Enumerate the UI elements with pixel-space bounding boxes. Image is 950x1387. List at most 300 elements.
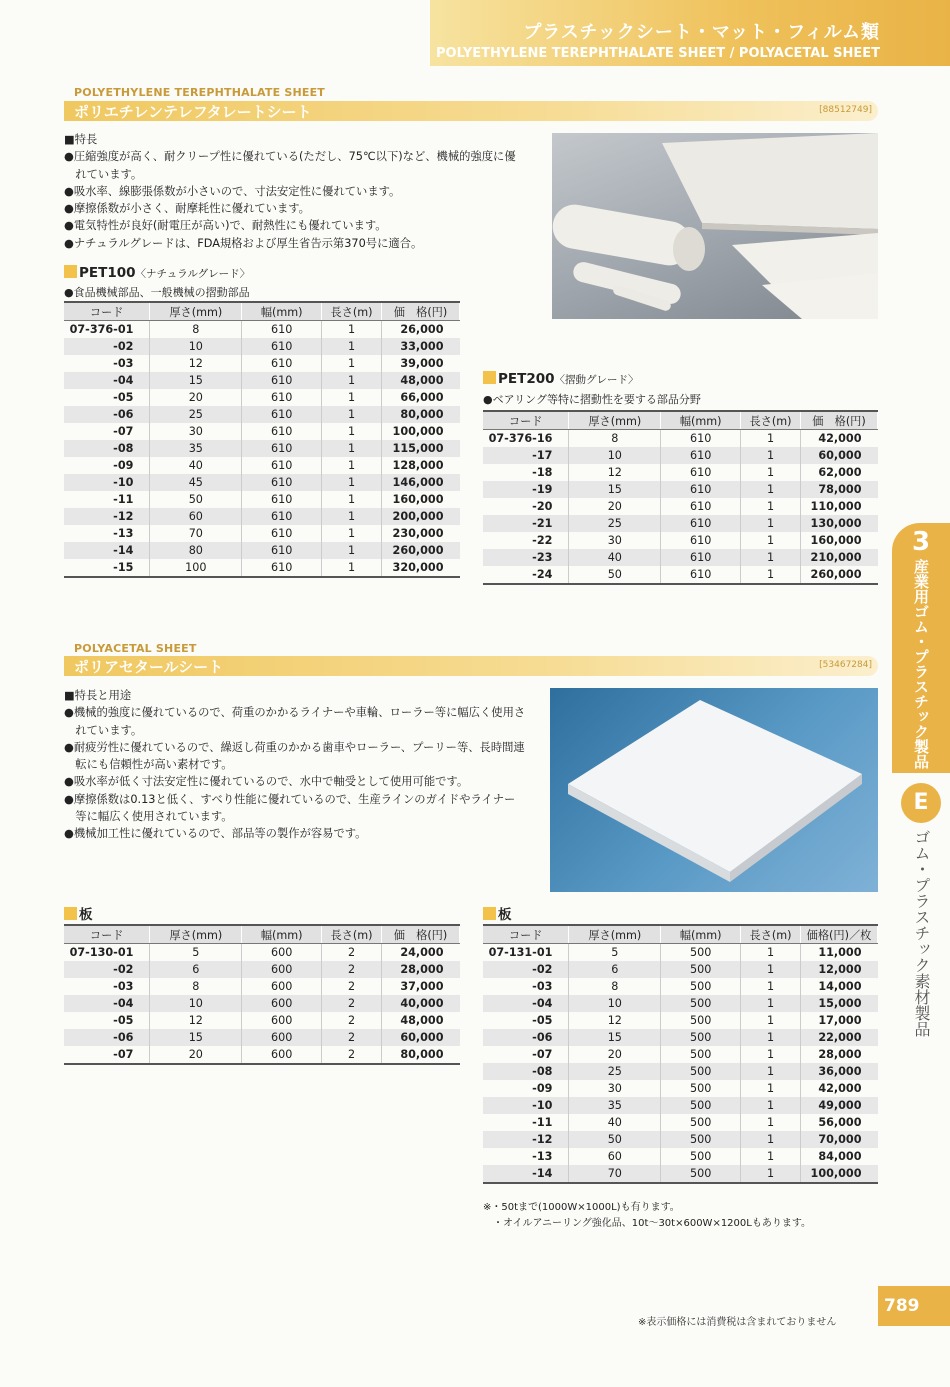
table-row bbox=[483, 995, 878, 1012]
length-cell: 2 bbox=[322, 995, 382, 1012]
table-row bbox=[64, 542, 460, 559]
pet100-grade-note: 〈ナチュラルグレード〉 bbox=[135, 268, 251, 280]
price-cell: 60,000 bbox=[801, 447, 878, 464]
price-cell: 22,000 bbox=[801, 1029, 878, 1046]
code-cell: -14 bbox=[483, 1165, 569, 1183]
pet200-use: ●ベアリング等特に摺動性を要する部品分野 bbox=[483, 393, 701, 406]
length-cell: 2 bbox=[322, 1012, 382, 1029]
column-header: 長さ(m) bbox=[322, 925, 382, 944]
price-cell: 200,000 bbox=[382, 508, 460, 525]
pet-feature-line: れています。 bbox=[64, 167, 143, 181]
pom-feature-line: ●吸水率が低く寸法安定性に優れているので、水中で軸受として使用可能です。 bbox=[64, 775, 469, 789]
table-row bbox=[64, 1012, 460, 1029]
price-cell: 39,000 bbox=[400, 357, 444, 370]
width-cell: 610 bbox=[661, 515, 741, 532]
code-cell: -18 bbox=[483, 464, 569, 481]
code-cell: -19 bbox=[483, 481, 569, 498]
table-row bbox=[483, 566, 878, 584]
table-row bbox=[64, 944, 460, 962]
width-cell: 600 bbox=[242, 1012, 322, 1029]
code-cell: -11 bbox=[483, 1114, 569, 1131]
pom-title-bar bbox=[64, 656, 878, 676]
table-body bbox=[64, 321, 460, 578]
table-row bbox=[483, 464, 878, 481]
pom-feature-line: ●機械加工性に優れているので、部品等の製作が容易です。 bbox=[64, 827, 367, 841]
thickness-cell: 20 bbox=[150, 389, 242, 406]
code-cell: -10 bbox=[483, 1097, 569, 1114]
price-cell: 80,000 bbox=[382, 1046, 460, 1064]
length-cell: 1 bbox=[741, 1097, 801, 1114]
length-cell: 1 bbox=[741, 961, 801, 978]
length-cell: 1 bbox=[741, 515, 801, 532]
length-cell: 1 bbox=[741, 430, 801, 448]
table-row bbox=[64, 1046, 460, 1064]
length-cell: 1 bbox=[741, 995, 801, 1012]
code-cell: -11 bbox=[64, 491, 150, 508]
table-row bbox=[64, 338, 460, 355]
code-cell: -08 bbox=[64, 440, 150, 457]
length-cell: 1 bbox=[741, 481, 801, 498]
price-cell: 110,000 bbox=[810, 500, 862, 513]
thickness-cell: 12 bbox=[569, 464, 661, 481]
price-cell: 24,000 bbox=[400, 946, 444, 959]
thickness-cell: 40 bbox=[569, 549, 661, 566]
length-cell: 1 bbox=[322, 542, 382, 559]
width-cell: 500 bbox=[661, 1097, 741, 1114]
table-row bbox=[483, 1012, 878, 1029]
code-cell: -06 bbox=[64, 1029, 150, 1046]
width-cell: 500 bbox=[661, 1114, 741, 1131]
table-row bbox=[483, 549, 878, 566]
price-cell: 42,000 bbox=[818, 432, 862, 445]
pom-sheet-illustration bbox=[550, 688, 878, 892]
pom-feature-line: 等に幅広く使用されています。 bbox=[64, 810, 233, 824]
code-cell: -12 bbox=[64, 508, 150, 525]
length-cell: 1 bbox=[741, 549, 801, 566]
price-cell: 56,000 bbox=[818, 1116, 862, 1129]
thickness-cell: 30 bbox=[150, 423, 242, 440]
code-cell: -02 bbox=[483, 961, 569, 978]
length-cell: 1 bbox=[741, 1148, 801, 1165]
length-cell: 1 bbox=[322, 525, 382, 542]
column-header: コード bbox=[64, 925, 150, 944]
length-cell: 1 bbox=[741, 978, 801, 995]
price-cell: 60,000 bbox=[382, 1029, 460, 1046]
thickness-cell: 6 bbox=[150, 961, 242, 978]
thickness-cell: 8 bbox=[569, 430, 661, 448]
pom-b-note: ※・50tまで(1000W×1000L)も有ります。 bbox=[483, 1202, 680, 1213]
thickness-cell: 15 bbox=[569, 481, 661, 498]
thickness-cell: 45 bbox=[150, 474, 242, 491]
length-cell: 1 bbox=[741, 1080, 801, 1097]
thickness-cell: 35 bbox=[150, 440, 242, 457]
price-cell: 11,000 bbox=[818, 946, 862, 959]
pet-title-bar bbox=[64, 101, 878, 121]
price-cell: 84,000 bbox=[818, 1150, 862, 1163]
table-row bbox=[483, 430, 878, 448]
table-row bbox=[483, 498, 878, 515]
width-cell: 610 bbox=[242, 406, 322, 423]
header-title-jp: プラスチックシート・マット・フィルム類 bbox=[523, 22, 880, 43]
pet200-heading bbox=[483, 371, 639, 387]
table-header-row bbox=[64, 302, 460, 321]
table-row bbox=[483, 1148, 878, 1165]
width-cell: 500 bbox=[661, 1131, 741, 1148]
side-tab-letter: E bbox=[901, 783, 941, 823]
table-row bbox=[483, 515, 878, 532]
pom-feature-line: れています。 bbox=[64, 723, 143, 737]
length-cell: 1 bbox=[322, 321, 382, 339]
column-header: 厚さ(mm) bbox=[150, 302, 242, 321]
column-header: コード bbox=[483, 925, 569, 944]
width-cell: 500 bbox=[661, 995, 741, 1012]
thickness-cell: 60 bbox=[569, 1148, 661, 1165]
thickness-cell: 6 bbox=[569, 961, 661, 978]
tax-note: ※表示価格には消費税は含まれておりません bbox=[638, 1317, 837, 1328]
width-cell: 500 bbox=[661, 1029, 741, 1046]
column-header: 幅(mm) bbox=[242, 302, 322, 321]
price-cell: 160,000 bbox=[810, 534, 862, 547]
price-cell: 14,000 bbox=[818, 980, 862, 993]
table-row bbox=[64, 1029, 460, 1046]
length-cell: 1 bbox=[322, 491, 382, 508]
column-header: 長さ(m) bbox=[741, 411, 801, 430]
thickness-cell: 25 bbox=[569, 1063, 661, 1080]
table-row bbox=[483, 961, 878, 978]
thickness-cell: 40 bbox=[569, 1114, 661, 1131]
pom-features bbox=[64, 687, 544, 843]
square-bullet-icon bbox=[483, 907, 496, 920]
length-cell: 1 bbox=[322, 474, 382, 491]
thickness-cell: 12 bbox=[150, 355, 242, 372]
price-cell: 230,000 bbox=[392, 527, 444, 540]
column-header: 価格(円)／枚 bbox=[801, 925, 878, 944]
thickness-cell: 5 bbox=[150, 944, 242, 962]
length-cell: 1 bbox=[741, 1046, 801, 1063]
width-cell: 610 bbox=[242, 440, 322, 457]
code-cell: -04 bbox=[483, 995, 569, 1012]
table-row bbox=[64, 978, 460, 995]
length-cell: 1 bbox=[741, 944, 801, 962]
table-header-row bbox=[483, 925, 878, 944]
price-cell: 62,000 bbox=[818, 466, 862, 479]
thickness-cell: 70 bbox=[150, 525, 242, 542]
column-header: コード bbox=[483, 411, 569, 430]
length-cell: 2 bbox=[322, 1029, 382, 1046]
code-cell: 07-376-01 bbox=[64, 321, 150, 339]
width-cell: 610 bbox=[242, 457, 322, 474]
code-cell: -07 bbox=[64, 423, 150, 440]
width-cell: 600 bbox=[242, 995, 322, 1012]
price-cell: 42,000 bbox=[818, 1082, 862, 1095]
square-bullet-icon bbox=[64, 265, 77, 278]
width-cell: 610 bbox=[242, 542, 322, 559]
table-row bbox=[64, 406, 460, 423]
code-cell: 07-131-01 bbox=[483, 944, 569, 962]
width-cell: 610 bbox=[242, 525, 322, 542]
length-cell: 1 bbox=[741, 464, 801, 481]
code-cell: -04 bbox=[64, 995, 150, 1012]
price-cell: 49,000 bbox=[801, 1097, 878, 1114]
thickness-cell: 15 bbox=[150, 1029, 242, 1046]
thickness-cell: 8 bbox=[150, 978, 242, 995]
code-cell: -06 bbox=[64, 406, 150, 423]
code-cell: -09 bbox=[64, 457, 150, 474]
length-cell: 1 bbox=[741, 1114, 801, 1131]
price-cell: 66,000 bbox=[400, 391, 444, 404]
square-bullet-icon bbox=[483, 371, 496, 384]
length-cell: 2 bbox=[322, 978, 382, 995]
length-cell: 1 bbox=[741, 566, 801, 584]
pom-b-title: 板 bbox=[498, 907, 512, 923]
column-header: 価 格(円) bbox=[801, 411, 878, 430]
pet-features bbox=[64, 131, 544, 252]
side-tab-subcategory-text: ゴム・プラスチック素材製品 bbox=[912, 829, 931, 1037]
width-cell: 600 bbox=[242, 1046, 322, 1064]
table-row bbox=[64, 995, 460, 1012]
price-cell: 36,000 bbox=[801, 1063, 878, 1080]
side-tab-category bbox=[892, 523, 950, 773]
width-cell: 610 bbox=[242, 491, 322, 508]
width-cell: 610 bbox=[242, 338, 322, 355]
length-cell: 1 bbox=[322, 559, 382, 577]
table-row bbox=[64, 474, 460, 491]
table-body bbox=[64, 944, 460, 1065]
code-cell: -13 bbox=[64, 525, 150, 542]
price-cell: 210,000 bbox=[801, 549, 878, 566]
price-cell: 28,000 bbox=[818, 1048, 862, 1061]
length-cell: 1 bbox=[322, 372, 382, 389]
code-cell: -14 bbox=[64, 542, 150, 559]
pet200-grade-note: 〈摺動グレード〉 bbox=[554, 374, 639, 386]
side-tab-number: 3 bbox=[911, 527, 931, 557]
price-cell: 26,000 bbox=[400, 323, 444, 336]
pom-a-heading bbox=[64, 903, 93, 923]
length-cell: 1 bbox=[322, 423, 382, 440]
length-cell: 1 bbox=[741, 1029, 801, 1046]
thickness-cell: 50 bbox=[150, 491, 242, 508]
width-cell: 610 bbox=[242, 355, 322, 372]
column-header: 長さ(m) bbox=[322, 302, 382, 321]
length-cell: 1 bbox=[322, 389, 382, 406]
price-cell: 100,000 bbox=[801, 1165, 878, 1183]
pet-feature-line: ●吸水率、線膨張係数が小さいので、寸法安定性に優れています。 bbox=[64, 184, 401, 198]
table-row bbox=[64, 491, 460, 508]
side-tab-category-text: 産業用ゴム・プラスチック製品 bbox=[912, 559, 930, 769]
price-cell: 260,000 bbox=[382, 542, 460, 559]
page-number: 789 bbox=[878, 1286, 950, 1326]
length-cell: 1 bbox=[322, 508, 382, 525]
pet200-table bbox=[483, 410, 878, 585]
code-cell: -05 bbox=[64, 1012, 150, 1029]
width-cell: 600 bbox=[242, 1029, 322, 1046]
price-cell: 160,000 bbox=[392, 493, 444, 506]
price-cell: 260,000 bbox=[801, 566, 878, 584]
table-row bbox=[64, 355, 460, 372]
pet-title-jp: ポリエチレンテレフタレートシート bbox=[74, 103, 312, 121]
table-row bbox=[64, 961, 460, 978]
table-row bbox=[483, 1165, 878, 1183]
length-cell: 2 bbox=[322, 1046, 382, 1064]
pom-b-note: ・オイルアニーリング強化品、10t〜30t×600W×1200Lもあります。 bbox=[483, 1218, 812, 1229]
thickness-cell: 25 bbox=[569, 515, 661, 532]
length-cell: 2 bbox=[322, 944, 382, 962]
pom-a-table bbox=[64, 924, 460, 1065]
length-cell: 2 bbox=[322, 961, 382, 978]
width-cell: 600 bbox=[242, 978, 322, 995]
table-header-row bbox=[64, 925, 460, 944]
width-cell: 610 bbox=[242, 559, 322, 577]
code-cell: -12 bbox=[483, 1131, 569, 1148]
price-cell: 78,000 bbox=[801, 481, 878, 498]
table-row bbox=[483, 1029, 878, 1046]
thickness-cell: 30 bbox=[569, 532, 661, 549]
table-row bbox=[483, 978, 878, 995]
table-row bbox=[483, 1080, 878, 1097]
width-cell: 500 bbox=[661, 1012, 741, 1029]
length-cell: 1 bbox=[741, 1012, 801, 1029]
width-cell: 500 bbox=[661, 961, 741, 978]
pom-catalog-code: [53467284] bbox=[819, 660, 872, 670]
code-cell: -10 bbox=[64, 474, 150, 491]
thickness-cell: 60 bbox=[150, 508, 242, 525]
table-row bbox=[483, 1131, 878, 1148]
thickness-cell: 20 bbox=[569, 1046, 661, 1063]
pom-feature-line: ●耐疲労性に優れているので、繰返し荷重のかかる歯車やローラー、プーリー等、長時間連 bbox=[64, 740, 525, 754]
thickness-cell: 8 bbox=[569, 978, 661, 995]
table-row bbox=[64, 389, 460, 406]
column-header: 価 格(円) bbox=[382, 925, 460, 944]
price-cell: 37,000 bbox=[400, 980, 444, 993]
pom-product-photo bbox=[550, 688, 878, 892]
table-row bbox=[483, 1063, 878, 1080]
pet100-heading bbox=[64, 265, 250, 281]
length-cell: 1 bbox=[741, 498, 801, 515]
price-cell: 146,000 bbox=[382, 474, 460, 491]
code-cell: -05 bbox=[483, 1012, 569, 1029]
price-cell: 17,000 bbox=[818, 1014, 862, 1027]
thickness-cell: 50 bbox=[569, 566, 661, 584]
column-header: コード bbox=[64, 302, 150, 321]
width-cell: 600 bbox=[242, 944, 322, 962]
thickness-cell: 10 bbox=[150, 995, 242, 1012]
width-cell: 610 bbox=[242, 321, 322, 339]
width-cell: 610 bbox=[661, 549, 741, 566]
width-cell: 500 bbox=[661, 944, 741, 962]
width-cell: 500 bbox=[661, 1063, 741, 1080]
thickness-cell: 10 bbox=[569, 447, 661, 464]
column-header: 厚さ(mm) bbox=[569, 925, 661, 944]
pet-feature-line: ●圧縮強度が高く、耐クリープ性に優れている(ただし、75℃以下)など、機械的強度に優 bbox=[64, 150, 516, 164]
width-cell: 610 bbox=[661, 464, 741, 481]
code-cell: -02 bbox=[64, 338, 150, 355]
width-cell: 610 bbox=[661, 498, 741, 515]
width-cell: 610 bbox=[242, 423, 322, 440]
code-cell: -13 bbox=[483, 1148, 569, 1165]
table-row bbox=[483, 1046, 878, 1063]
table-row bbox=[64, 372, 460, 389]
pet-catalog-code: [88512749] bbox=[819, 105, 872, 115]
thickness-cell: 10 bbox=[150, 338, 242, 355]
width-cell: 500 bbox=[661, 1148, 741, 1165]
code-cell: -07 bbox=[64, 1046, 150, 1064]
pom-title-en: POLYACETAL SHEET bbox=[74, 642, 197, 655]
column-header: 長さ(m) bbox=[741, 925, 801, 944]
width-cell: 610 bbox=[242, 389, 322, 406]
length-cell: 1 bbox=[322, 440, 382, 457]
thickness-cell: 8 bbox=[150, 321, 242, 339]
width-cell: 610 bbox=[661, 481, 741, 498]
code-cell: -09 bbox=[483, 1080, 569, 1097]
table-row bbox=[483, 1114, 878, 1131]
column-header: 厚さ(mm) bbox=[150, 925, 242, 944]
width-cell: 610 bbox=[242, 474, 322, 491]
thickness-cell: 40 bbox=[150, 457, 242, 474]
price-cell: 28,000 bbox=[382, 961, 460, 978]
length-cell: 1 bbox=[322, 355, 382, 372]
length-cell: 1 bbox=[741, 447, 801, 464]
pet-rods-sheets-illustration bbox=[552, 133, 878, 319]
thickness-cell: 10 bbox=[569, 995, 661, 1012]
width-cell: 500 bbox=[661, 978, 741, 995]
thickness-cell: 12 bbox=[569, 1012, 661, 1029]
code-cell: -07 bbox=[483, 1046, 569, 1063]
code-cell: -20 bbox=[483, 498, 569, 515]
square-bullet-icon bbox=[64, 907, 77, 920]
column-header: 幅(mm) bbox=[242, 925, 322, 944]
code-cell: -21 bbox=[483, 515, 569, 532]
price-cell: 100,000 bbox=[392, 425, 444, 438]
pet100-use: ●食品機械部品、一般機械の摺動部品 bbox=[64, 286, 250, 299]
code-cell: -15 bbox=[64, 559, 150, 577]
price-cell: 70,000 bbox=[801, 1131, 878, 1148]
width-cell: 500 bbox=[661, 1046, 741, 1063]
column-header: 厚さ(mm) bbox=[569, 411, 661, 430]
length-cell: 1 bbox=[741, 1165, 801, 1183]
code-cell: 07-376-16 bbox=[483, 430, 569, 448]
table-row bbox=[483, 532, 878, 549]
table-row bbox=[483, 481, 878, 498]
pom-a-title: 板 bbox=[79, 907, 93, 923]
table-header-row bbox=[483, 411, 878, 430]
thickness-cell: 30 bbox=[569, 1080, 661, 1097]
thickness-cell: 25 bbox=[150, 406, 242, 423]
table-row bbox=[64, 457, 460, 474]
table-row bbox=[64, 440, 460, 457]
width-cell: 610 bbox=[661, 532, 741, 549]
table-row bbox=[64, 525, 460, 542]
thickness-cell: 35 bbox=[569, 1097, 661, 1114]
width-cell: 500 bbox=[661, 1165, 741, 1183]
header-title-en: POLYETHYLENE TEREPHTHALATE SHEET / POLYACETAL SHEET bbox=[436, 46, 880, 61]
pom-b-table bbox=[483, 924, 878, 1184]
code-cell: -08 bbox=[483, 1063, 569, 1080]
code-cell: -04 bbox=[64, 372, 150, 389]
code-cell: -22 bbox=[483, 532, 569, 549]
thickness-cell: 12 bbox=[150, 1012, 242, 1029]
code-cell: -23 bbox=[483, 549, 569, 566]
pet100-grade: PET100 bbox=[79, 265, 136, 281]
table-row bbox=[483, 447, 878, 464]
width-cell: 610 bbox=[242, 508, 322, 525]
thickness-cell: 50 bbox=[569, 1131, 661, 1148]
code-cell: -06 bbox=[483, 1029, 569, 1046]
pet100-table bbox=[64, 301, 460, 578]
pet-title-en: POLYETHYLENE TEREPHTHALATE SHEET bbox=[74, 86, 326, 99]
price-cell: 80,000 bbox=[382, 406, 460, 423]
price-cell: 15,000 bbox=[801, 995, 878, 1012]
code-cell: -02 bbox=[64, 961, 150, 978]
